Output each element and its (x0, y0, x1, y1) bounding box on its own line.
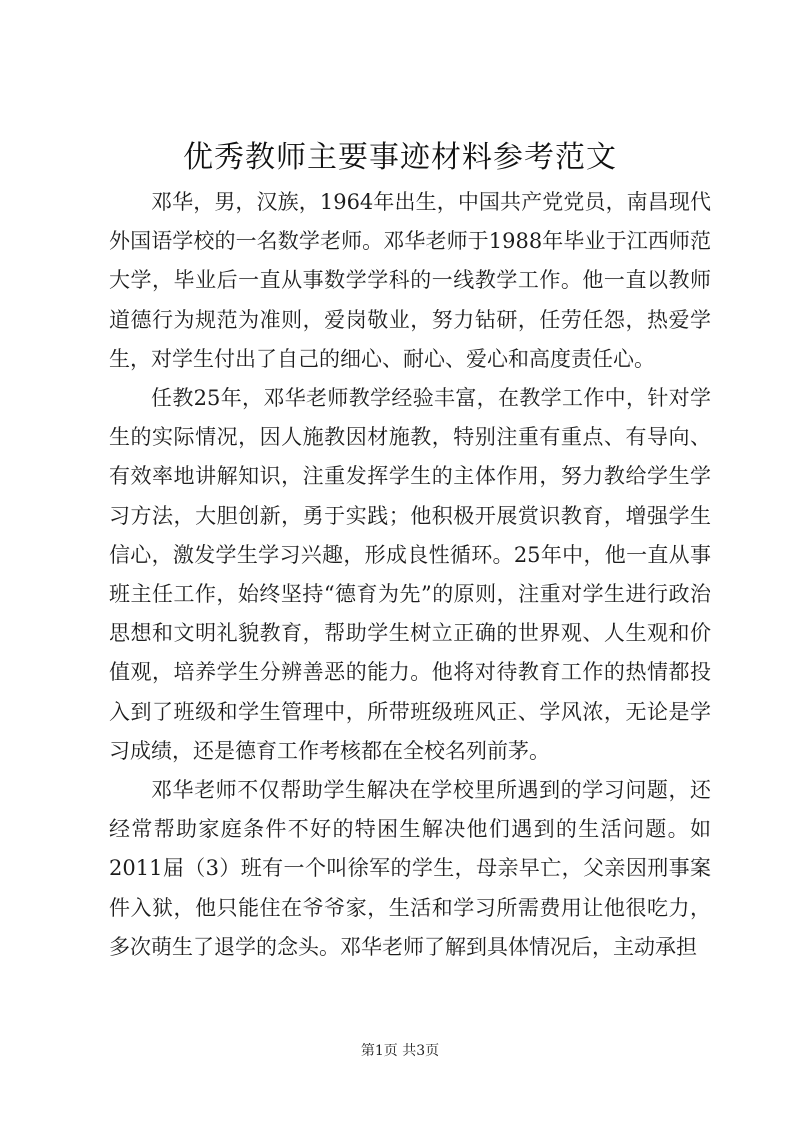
page-footer: 第1页 共3页 (360, 1043, 440, 1059)
document-title: 优秀教师主要事迹材料参考范文 (183, 140, 617, 175)
paragraph-2: 任教25年，邓华老师教学经验丰富，在教学工作中，针对学生的实际情况，因人施教因材施教，特别注重有重点、有导向、有效率地讲解知识，注重发挥学生的主体作用，努力教给学生学习方法，大胆创新，勇于实践；他积极开展赏识教育，增强学生信心，激发学生学习兴趣，形成良性循环。25年中，他一直从事班主任工作，始终坚持“德育为先”的原则，注重对学生进行政治思想和文明礼貌教育，帮助学生树立正确的世界观、人生观和价值观，培养学生分辨善恶的能力。他将对待教育工作的热情都投入到了班级和学生管理中，所带班级班风正、学风浓，无论是学习成绩，还是德育工作考核都在全校名列前茅。 (109, 386, 711, 763)
document-body (109, 183, 711, 967)
paragraph-3: 邓华老师不仅帮助学生解决在学校里所遇到的学习问题，还经常帮助家庭条件不好的特困生解决他们遇到的生活问题。如2011届（3）班有一个叫徐军的学生，母亲早亡，父亲因刑事案件入狱，他只能住在爷爷家，生活和学习所需费用让他很吃力，多次萌生了退学的念头。邓华老师了解到具体情况后，主动承担 (109, 778, 711, 959)
paragraph-1: 邓华，男，汉族，1964年出生，中国共产党党员，南昌现代外国语学校的一名数学老师。邓华老师于1988年毕业于江西师范大学，毕业后一直从事数学学科的一线教学工作。他一直以教师道德行为规范为准则，爱岗敬业，努力钻研，任劳任怨，热爱学生，对学生付出了自己的细心、耐心、爱心和高度责任心。 (109, 190, 711, 371)
